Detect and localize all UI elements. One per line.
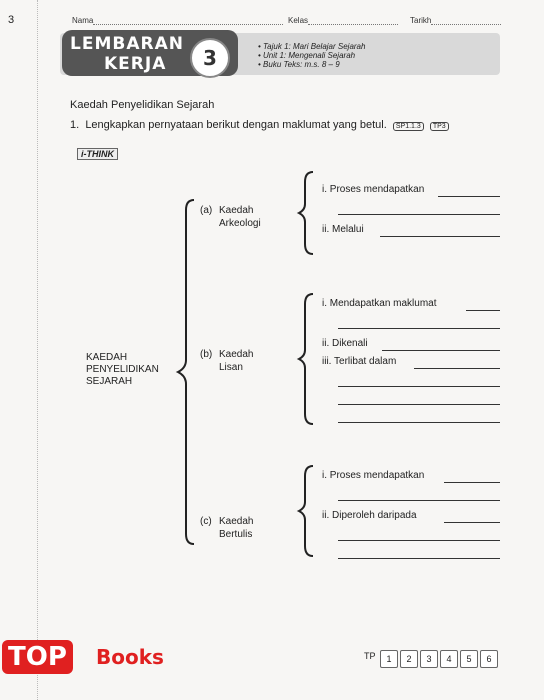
meta-tajuk: • Tajuk 1: Mari Belajar Sejarah bbox=[258, 42, 365, 51]
answer-line[interactable] bbox=[338, 404, 500, 405]
answer-line[interactable] bbox=[438, 196, 500, 197]
answer-line[interactable] bbox=[466, 310, 500, 311]
answer-line[interactable] bbox=[338, 500, 500, 501]
ithink-badge: i-THINK bbox=[77, 148, 118, 160]
branch-a-item-2: ii. Melalui bbox=[322, 224, 364, 235]
topbooks-logo-books: Books bbox=[96, 645, 164, 669]
branch-b-item-1: i. Mendapatkan maklumat bbox=[322, 298, 437, 309]
answer-line[interactable] bbox=[380, 236, 500, 237]
answer-line[interactable] bbox=[338, 558, 500, 559]
answer-line[interactable] bbox=[338, 214, 500, 215]
header-kelas: Kelas bbox=[288, 16, 398, 25]
branch-a-item-1: i. Proses mendapatkan bbox=[322, 184, 425, 195]
branch-b-label: (b) Kaedah Lisan bbox=[200, 349, 254, 373]
answer-line[interactable] bbox=[444, 482, 500, 483]
root-label: KAEDAH PENYELIDIKAN SEJARAH bbox=[86, 352, 159, 387]
branch-c-label: (c) Kaedah Bertulis bbox=[200, 516, 254, 540]
branch-c-item-1: i. Proses mendapatkan bbox=[322, 470, 425, 481]
sp-tag: SP1.1.3 bbox=[393, 122, 424, 131]
answer-line[interactable] bbox=[338, 328, 500, 329]
header-nama: Nama bbox=[72, 16, 283, 25]
answer-line[interactable] bbox=[338, 422, 500, 423]
worksheet-title-2: KERJA bbox=[104, 54, 167, 74]
worksheet-number: 3 bbox=[190, 38, 230, 78]
header-tarikh: Tarikh bbox=[410, 16, 501, 25]
section-title: Kaedah Penyelidikan Sejarah bbox=[70, 99, 215, 111]
worksheet-title-1: LEMBARAN bbox=[70, 34, 184, 54]
tp-level-3[interactable]: 3 bbox=[420, 650, 438, 668]
answer-line[interactable] bbox=[338, 540, 500, 541]
topbooks-logo-top: TOP bbox=[2, 640, 73, 674]
page-number: 3 bbox=[8, 14, 15, 26]
meta-unit: • Unit 1: Mengenali Sejarah bbox=[258, 51, 365, 60]
tp-tag: TP3 bbox=[430, 122, 449, 131]
tp-level-5[interactable]: 5 bbox=[460, 650, 478, 668]
answer-line[interactable] bbox=[444, 522, 500, 523]
branch-c-item-2: ii. Diperoleh daripada bbox=[322, 510, 417, 521]
answer-line[interactable] bbox=[414, 368, 500, 369]
tp-level-1[interactable]: 1 bbox=[380, 650, 398, 668]
branch-b-item-2: ii. Dikenali bbox=[322, 338, 368, 349]
branch-b-item-3: iii. Terlibat dalam bbox=[322, 356, 397, 367]
tp-level-2[interactable]: 2 bbox=[400, 650, 418, 668]
tp-label: TP bbox=[364, 651, 376, 661]
answer-line[interactable] bbox=[382, 350, 500, 351]
tp-level-6[interactable]: 6 bbox=[480, 650, 498, 668]
tp-level-4[interactable]: 4 bbox=[440, 650, 458, 668]
question-text: Lengkapkan pernyataan berikut dengan maklumat yang betul. bbox=[85, 119, 387, 131]
meta-buku: • Buku Teks: m.s. 8 – 9 bbox=[258, 60, 365, 69]
answer-line[interactable] bbox=[338, 386, 500, 387]
question-number: 1. bbox=[70, 119, 80, 131]
branch-a-label: (a) Kaedah Arkeologi bbox=[200, 205, 261, 229]
